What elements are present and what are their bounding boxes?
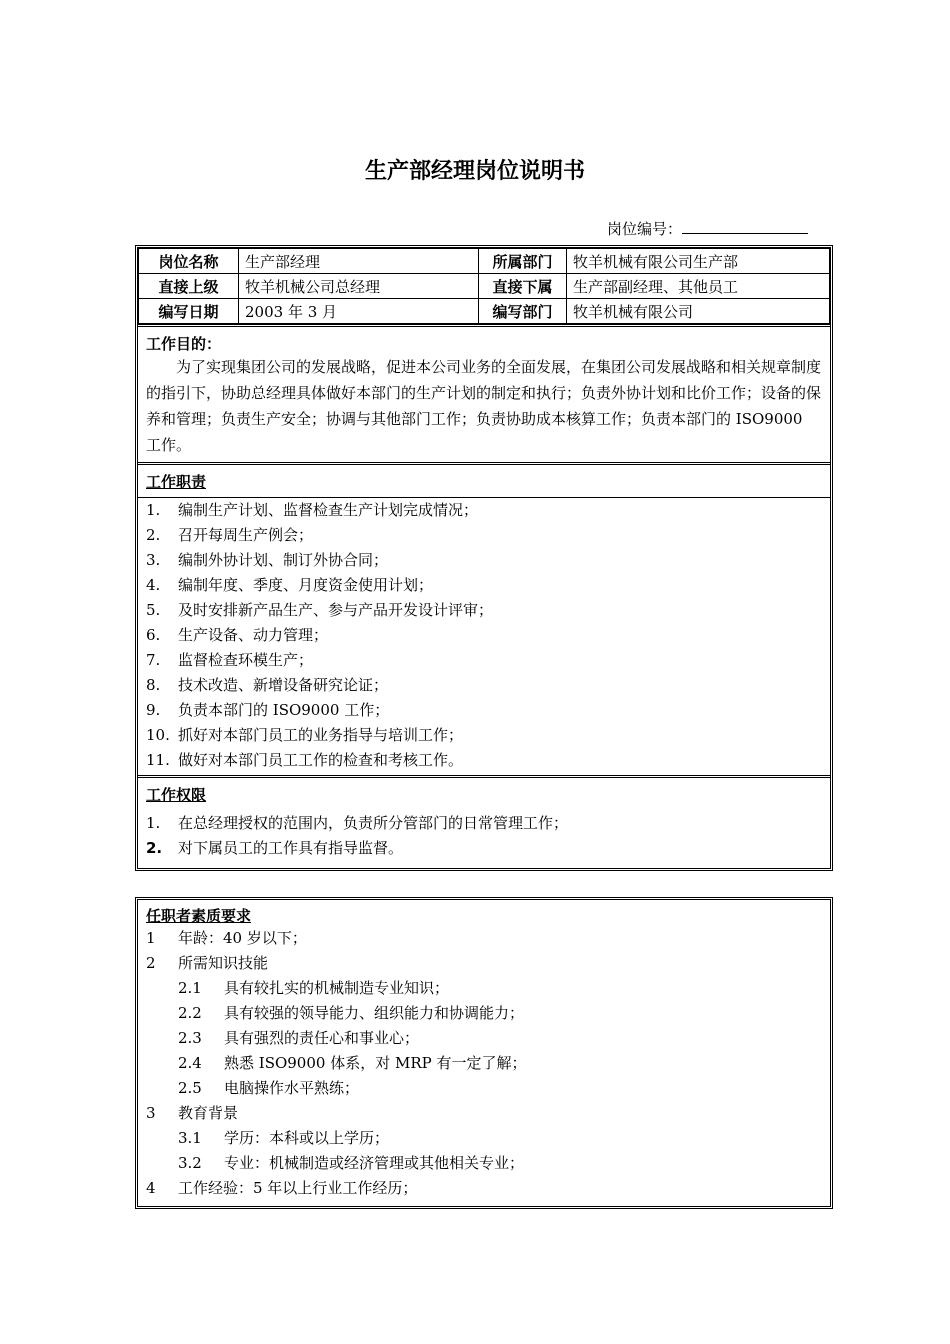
item-text: 具有强烈的责任心和事业心； — [224, 1029, 420, 1047]
item-text: 教育背景 — [178, 1104, 239, 1122]
item-number: 9. — [146, 701, 161, 719]
item-text: 具有较强的领导能力、组织能力和协调能力； — [224, 1004, 525, 1022]
job-description-table — [135, 245, 833, 871]
requirements-heading: 任职者素质要求 — [146, 907, 252, 925]
item-text: 负责本部门的 ISO9000 工作； — [178, 701, 390, 719]
list-item — [146, 951, 822, 976]
item-text: 电脑操作水平熟练； — [224, 1079, 360, 1097]
list-item — [146, 498, 822, 523]
duties-list — [138, 498, 830, 773]
list-item — [146, 698, 822, 723]
item-number: 1. — [146, 814, 161, 832]
duties-section — [138, 462, 830, 773]
item-number: 3.2 — [178, 1154, 202, 1172]
item-text: 编制生产计划、监督检查生产计划完成情况； — [178, 501, 479, 519]
list-item — [146, 1101, 822, 1126]
item-number: 2. — [146, 839, 163, 857]
authority-list — [138, 811, 830, 861]
item-text: 具有较扎实的机械制造专业知识； — [224, 979, 450, 997]
item-number: 4 — [146, 1179, 156, 1197]
info-table — [138, 248, 830, 324]
list-item — [146, 811, 822, 836]
list-item — [146, 836, 822, 861]
post-name-label: 岗位名称 — [139, 249, 239, 274]
item-number: 2 — [146, 954, 156, 972]
dept-label: 所属部门 — [479, 249, 567, 274]
list-item — [146, 1026, 822, 1051]
item-number: 5. — [146, 601, 161, 619]
author-dept-value: 牧羊机械有限公司 — [567, 299, 830, 324]
list-item — [146, 1151, 822, 1176]
item-number: 8. — [146, 676, 161, 694]
item-text: 年龄：40 岁以下； — [178, 929, 307, 947]
post-number-field — [607, 218, 808, 239]
authority-section — [138, 775, 830, 861]
list-item — [146, 1126, 822, 1151]
list-item — [146, 523, 822, 548]
list-item — [146, 976, 822, 1001]
item-number: 2. — [146, 526, 161, 544]
list-item — [146, 1176, 822, 1201]
list-item — [146, 598, 822, 623]
list-item — [146, 548, 822, 573]
list-item — [146, 573, 822, 598]
item-number: 3. — [146, 551, 161, 569]
authority-heading: 工作权限 — [146, 786, 207, 804]
item-number: 10. — [146, 726, 170, 744]
item-number: 4. — [146, 576, 161, 594]
item-text: 及时安排新产品生产、参与产品开发设计评审； — [178, 601, 494, 619]
duties-heading: 工作职责 — [146, 473, 207, 491]
purpose-text: 为了实现集团公司的发展战略，促进本公司业务的全面发展，在集团公司发展战略和相关规章制度的指引下，协助总经理具体做好本部门的生产计划的制定和执行；负责外协计划和比价工作；设备的保养和管理；负责生产安全；协调与其他部门工作；负责协助成本核算工作；负责本部门的 ISO9000 工作。 — [146, 358, 822, 454]
list-item — [146, 1051, 822, 1076]
item-text: 召开每周生产例会； — [178, 526, 314, 544]
date-label: 编写日期 — [139, 299, 239, 324]
date-value: 2003 年 3 月 — [239, 299, 479, 324]
item-number: 2.4 — [178, 1054, 202, 1072]
item-number: 6. — [146, 626, 161, 644]
item-number: 1. — [146, 501, 161, 519]
item-text: 监督检查环模生产； — [178, 651, 314, 669]
item-text: 工作经验：5 年以上行业工作经历； — [178, 1179, 418, 1197]
table-row — [139, 274, 830, 299]
list-item — [146, 673, 822, 698]
item-number: 2.3 — [178, 1029, 202, 1047]
item-text: 学历：本科或以上学历； — [224, 1129, 390, 1147]
item-text: 所需知识技能 — [178, 954, 269, 972]
list-item — [146, 748, 822, 773]
item-text: 技术改造、新增设备研究论证； — [178, 676, 389, 694]
page-title: 生产部经理岗位说明书 — [364, 159, 585, 184]
purpose-heading: 工作目的： — [146, 335, 222, 353]
dept-value: 牧羊机械有限公司生产部 — [567, 249, 830, 274]
item-text: 生产设备、动力管理； — [178, 626, 329, 644]
requirements-list — [138, 926, 830, 1201]
item-number: 11. — [146, 751, 170, 769]
item-number: 2.5 — [178, 1079, 202, 1097]
item-text: 编制年度、季度、月度资金使用计划； — [178, 576, 434, 594]
item-text: 做好对本部门员工工作的检查和考核工作。 — [178, 751, 464, 769]
post-number-label: 岗位编号： — [607, 220, 683, 238]
post-name-value: 生产部经理 — [239, 249, 479, 274]
table-row — [139, 249, 830, 274]
item-text: 熟悉 ISO9000 体系，对 MRP 有一定了解； — [224, 1054, 527, 1072]
requirements-box — [135, 897, 833, 1209]
item-number: 3.1 — [178, 1129, 202, 1147]
item-number: 1 — [146, 929, 156, 947]
purpose-section — [138, 324, 830, 462]
post-number-blank — [682, 219, 808, 234]
item-number: 2.2 — [178, 1004, 202, 1022]
item-text: 对下属员工的工作具有指导监督。 — [178, 839, 404, 857]
author-dept-label: 编写部门 — [479, 299, 567, 324]
item-number: 3 — [146, 1104, 156, 1122]
list-item — [146, 1076, 822, 1101]
superior-value: 牧羊机械公司总经理 — [239, 274, 479, 299]
item-number: 2.1 — [178, 979, 202, 997]
item-number: 7. — [146, 651, 161, 669]
item-text: 专业：机械制造或经济管理或其他相关专业； — [224, 1154, 525, 1172]
list-item — [146, 723, 822, 748]
table-row — [139, 299, 830, 324]
item-text: 在总经理授权的范围内，负责所分管部门的日常管理工作； — [178, 814, 569, 832]
list-item — [146, 623, 822, 648]
item-text: 编制外协计划、制订外协合同； — [178, 551, 389, 569]
list-item — [146, 926, 822, 951]
subordinate-value: 生产部副经理、其他员工 — [567, 274, 830, 299]
subordinate-label: 直接下属 — [479, 274, 567, 299]
list-item — [146, 648, 822, 673]
item-text: 抓好对本部门员工的业务指导与培训工作； — [178, 726, 464, 744]
list-item — [146, 1001, 822, 1026]
superior-label: 直接上级 — [139, 274, 239, 299]
